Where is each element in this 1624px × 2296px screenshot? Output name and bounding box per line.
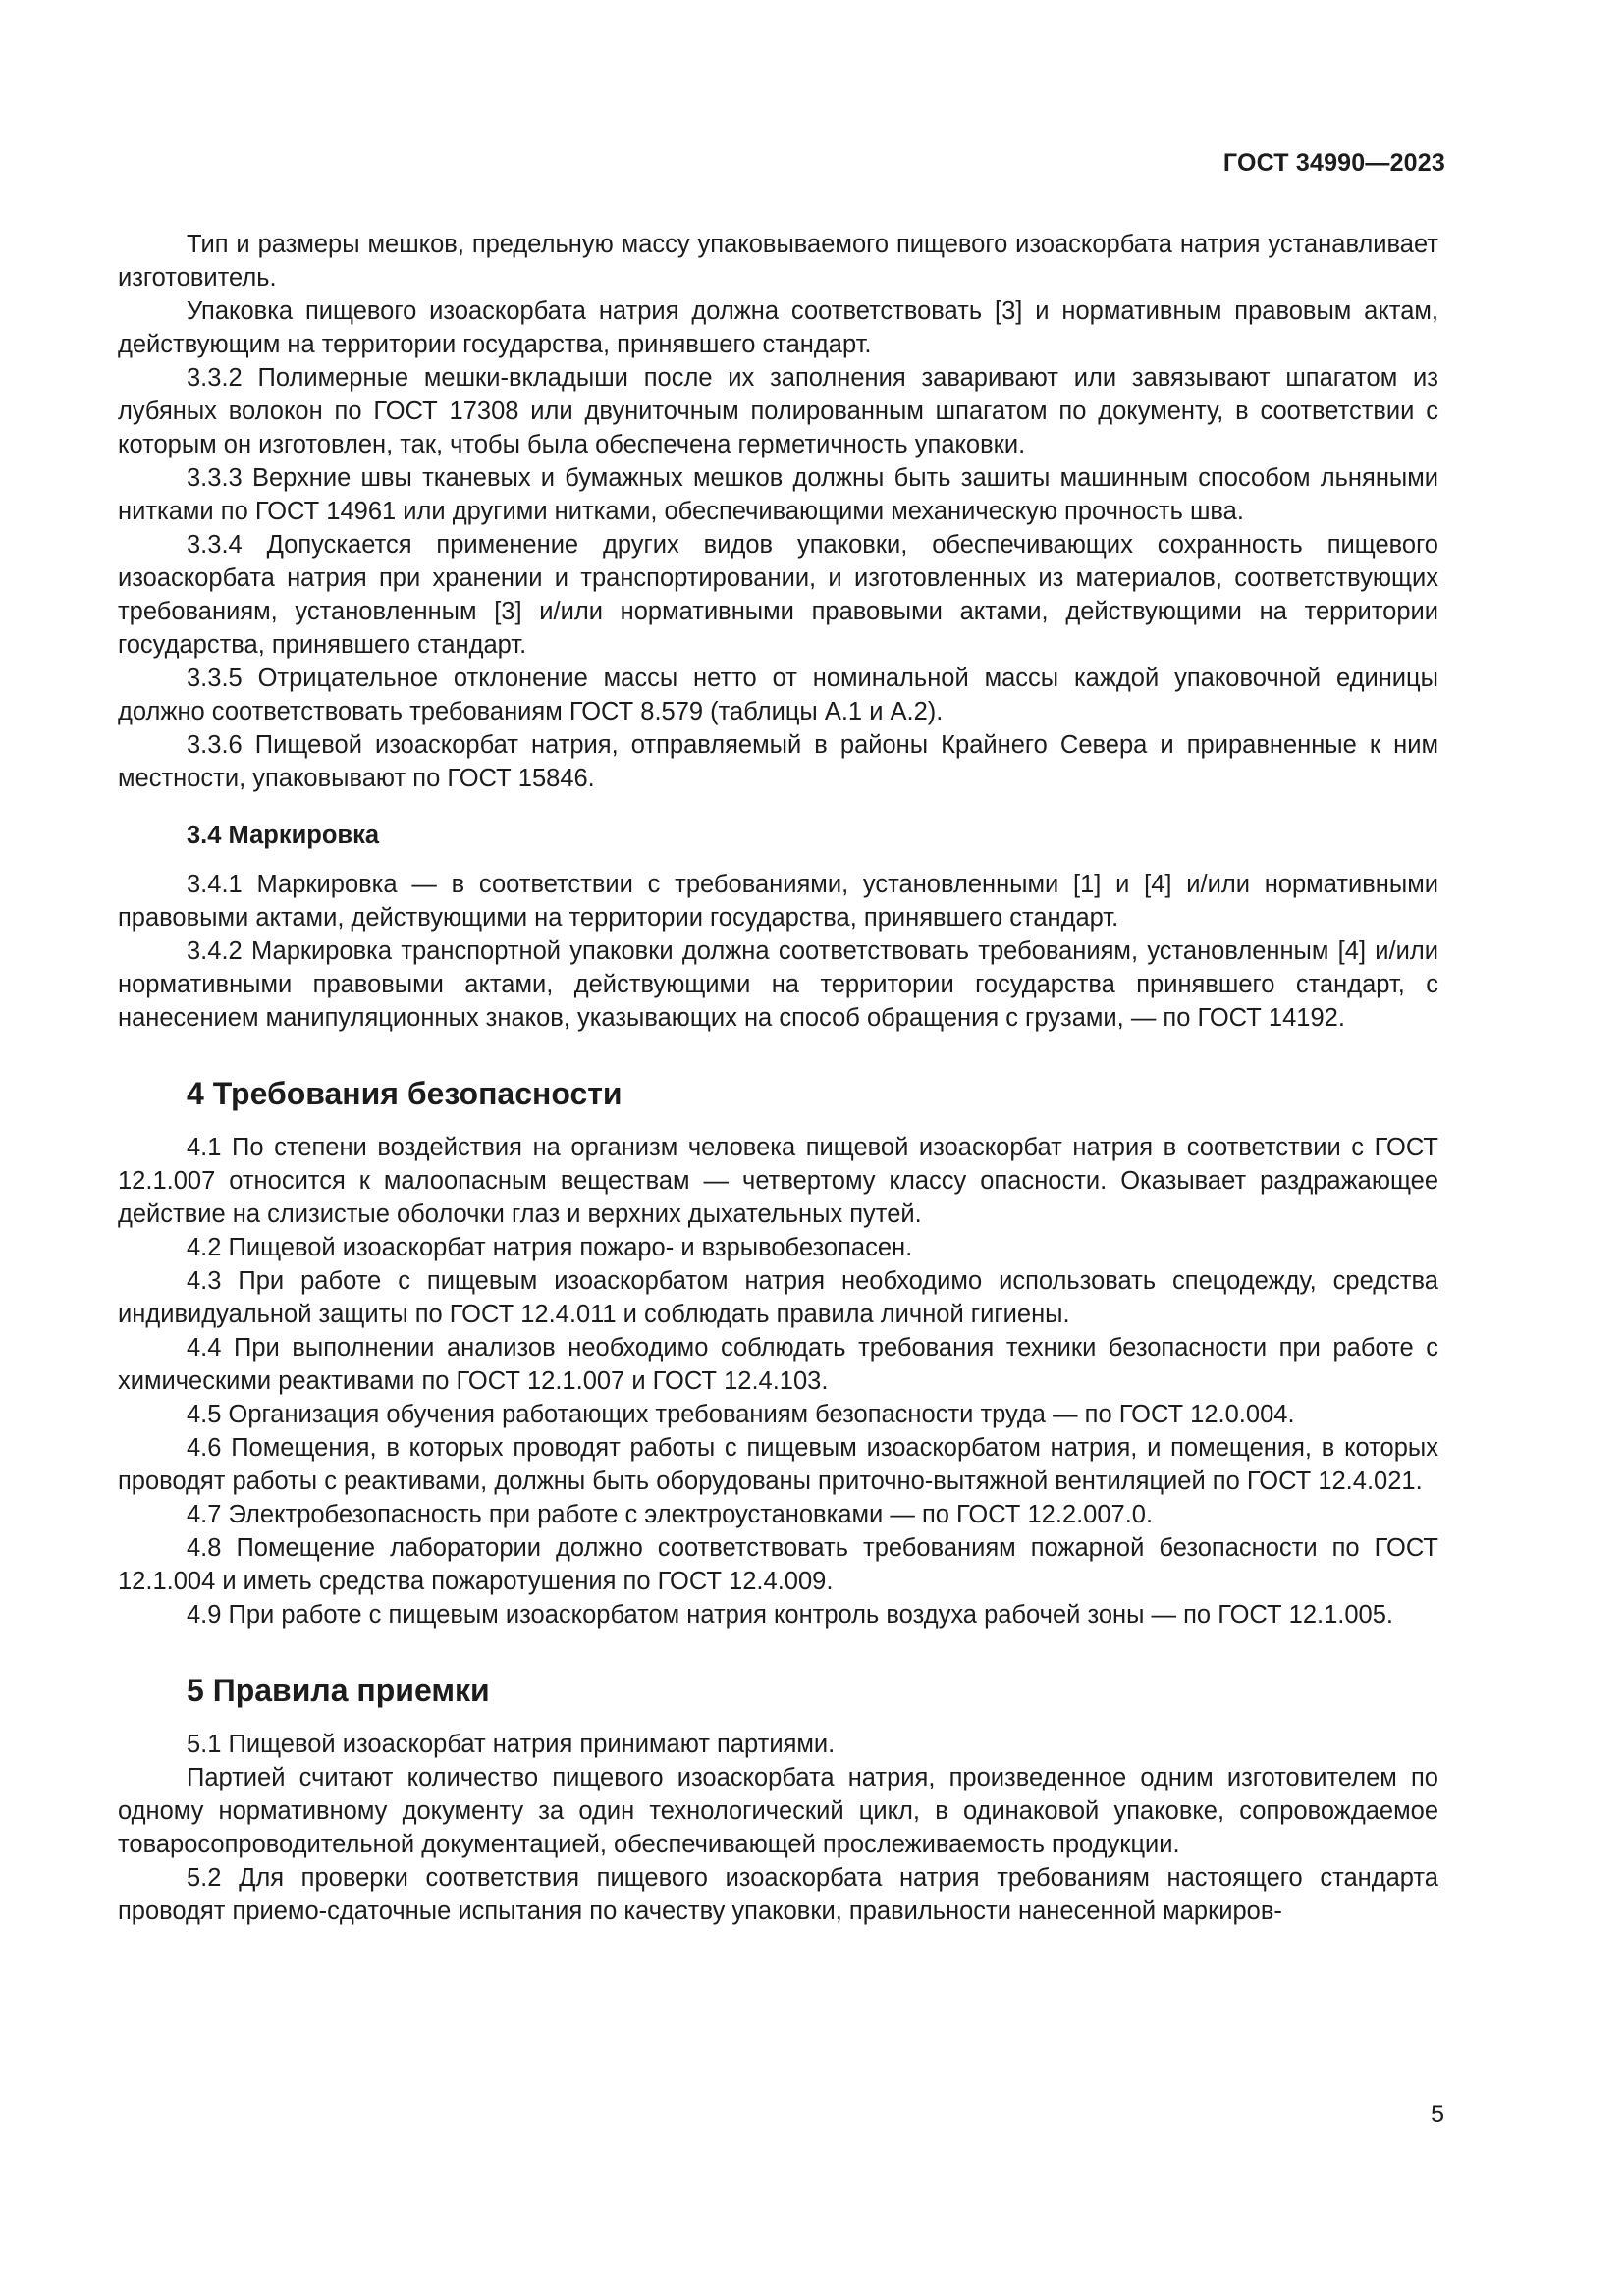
- section-heading: 5 Правила приемки: [187, 1673, 490, 1708]
- section-heading: 4 Требования безопасности: [187, 1076, 623, 1111]
- paragraph: 3.4.1 Маркировка — в соответствии с требованиями, установленными [1] и [4] и/или нормативными правовыми актами, действующими на территории государства, принявшего стандарт.: [118, 871, 1438, 932]
- paragraph: 4.8 Помещение лаборатории должно соответствовать требованиям пожарной безопасности по ГОСТ 12.1.004 и иметь средства пожаротушения по ГОСТ 12.4.009.: [118, 1534, 1438, 1595]
- paragraph: 3.3.6 Пищевой изоаскорбат натрия, отправляемый в районы Крайнего Севера и приравненные к ним местности, упаковывают по ГОСТ 15846.: [118, 731, 1438, 792]
- paragraph: 4.5 Организация обучения работающих требованиям безопасности труда — по ГОСТ 12.0.004.: [187, 1401, 1295, 1428]
- paragraph: 5.1 Пищевой изоаскорбат натрия принимают партиями.: [187, 1731, 836, 1758]
- paragraph: Упаковка пищевого изоаскорбата натрия должна соответствовать [3] и нормативным правовым актам, действующим на территории государства, принявшего стандарт.: [118, 297, 1438, 358]
- paragraph: 4.1 По степени воздействия на организм человека пищевой изоаскорбат натрия в соответствии с ГОСТ 12.1.007 относится к малоопасным веществам — четвертому классу опасности. Оказывает раздражающее действие на слизистые оболочки глаз и верхних дыхательных путей.: [118, 1134, 1438, 1228]
- paragraph: 4.4 При выполнении анализов необходимо соблюдать требования техники безопасности при работе с химическими реактивами по ГОСТ 12.1.007 и ГОСТ 12.4.103.: [118, 1334, 1438, 1395]
- paragraph: 4.2 Пищевой изоаскорбат натрия пожаро- и взрывобезопасен.: [187, 1234, 913, 1261]
- document-body: [118, 228, 1438, 1928]
- paragraph: Партией считают количество пищевого изоаскорбата натрия, произведенное одним изготовителем по одному нормативному документу за один технологический цикл, в одинаковой упаковке, сопровождаемое товаросопроводительной документацией, обеспечивающей прослеживаемость продукции.: [118, 1764, 1438, 1858]
- paragraph: 4.9 При работе с пищевым изоаскорбатом натрия контроль воздуха рабочей зоны — по ГОСТ 12.1.005.: [187, 1601, 1393, 1629]
- paragraph: 3.3.2 Полимерные мешки-вкладыши после их заполнения заваривают или завязывают шпагатом из лубяных волокон по ГОСТ 17308 или двуниточным полированным шпагатом по документу, в соответствии с которым он изготовлен, так, чтобы была обеспечена герметичность упаковки.: [118, 364, 1438, 458]
- paragraph: 5.2 Для проверки соответствия пищевого изоаскорбата натрия требованиям настоящего стандарта проводят приемо-сдаточные испытания по качеству упаковки, правильности нанесенной маркиров-: [118, 1864, 1438, 1925]
- paragraph: Тип и размеры мешков, предельную массу упаковываемого пищевого изоаскорбата натрия устанавливает изготовитель.: [118, 231, 1438, 292]
- page-number: 5: [1431, 2101, 1444, 2128]
- paragraph: 4.3 При работе с пищевым изоаскорбатом натрия необходимо использовать спецодежду, средства индивидуальной защиты по ГОСТ 12.4.011 и соблюдать правила личной гигиены.: [118, 1267, 1438, 1328]
- paragraph: 3.3.4 Допускается применение других видов упаковки, обеспечивающих сохранность пищевого изоаскорбата натрия при хранении и транспортировании, и изготовленных из материалов, соответствующих требованиям, установленным [3] и/или нормативными правовыми актами, действующими на территории государства, принявшего стандарт.: [118, 531, 1438, 659]
- paragraph: 3.4.2 Маркировка транспортной упаковки должна соответствовать требованиям, установленным [4] и/или нормативными правовыми актами, действующими на территории государства принявшего стандарт, с нанесением манипуляционных знаков, указывающих на способ обращения с грузами, — по ГОСТ 14192.: [118, 937, 1438, 1032]
- paragraph: 4.6 Помещения, в которых проводят работы с пищевым изоаскорбатом натрия, и помещения, в которых проводят работы с реактивами, должны быть оборудованы приточно-вытяжной вентиляцией по ГОСТ 12.4.021.: [118, 1434, 1438, 1495]
- paragraph: 4.7 Электробезопасность при работе с электроустановками — по ГОСТ 12.2.007.0.: [187, 1501, 1154, 1528]
- subsection-heading: 3.4 Маркировка: [187, 822, 380, 849]
- document-header-id: ГОСТ 34990—2023: [1222, 149, 1445, 177]
- paragraph: 3.3.5 Отрицательное отклонение массы нетто от номинальной массы каждой упаковочной единицы должно соответствовать требованиям ГОСТ 8.579 (таблицы А.1 и А.2).: [118, 665, 1438, 725]
- paragraph: 3.3.3 Верхние швы тканевых и бумажных мешков должны быть зашиты машинным способом льняными нитками по ГОСТ 14961 или другими нитками, обеспечивающими механическую прочность шва.: [118, 464, 1438, 525]
